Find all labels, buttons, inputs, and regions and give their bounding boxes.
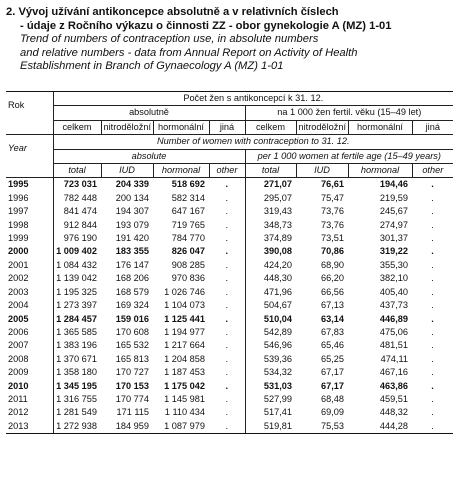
table-row — [6, 313, 453, 326]
row-year: 2006 — [8, 326, 29, 337]
cz-col-header: hormonální — [153, 120, 209, 134]
row-cell: 168 206 — [115, 273, 149, 284]
table-row — [6, 299, 453, 312]
cz-col-header: nitroděložní — [296, 120, 348, 134]
row-cell: . — [412, 420, 453, 434]
row-cell: 1 272 938 — [53, 420, 101, 434]
row-cell: 1 139 042 — [53, 272, 101, 285]
cz-col-header: jiná — [209, 120, 245, 134]
row-cell: . — [431, 393, 434, 404]
row-cell: 647 167 — [171, 206, 205, 217]
header-row-cols-cz — [6, 120, 453, 134]
row-cell: 75,47 — [321, 192, 344, 203]
row-cell: 841 474 — [53, 205, 101, 218]
row-cell: 1 104 073 — [164, 300, 205, 311]
row-cell: 168 579 — [115, 286, 149, 297]
row-cell: 73,76 — [321, 206, 344, 217]
row-cell: . — [225, 233, 229, 244]
row-cell: 437,73 — [379, 300, 408, 311]
row-cell: 463,86 — [379, 380, 408, 391]
row-cell: 390,08 — [245, 245, 296, 258]
row-cell: . — [225, 313, 229, 324]
table-row — [6, 205, 453, 218]
row-cell: . — [225, 393, 229, 404]
header-row-cols-en — [6, 164, 453, 178]
row-cell: 504,67 — [245, 299, 296, 312]
row-cell: 68,48 — [321, 393, 344, 404]
header-cz-absolute: absolutně — [53, 106, 245, 120]
table-row — [6, 272, 453, 285]
row-cell: 374,89 — [245, 232, 296, 245]
row-cell: . — [431, 326, 434, 337]
title-en-line2: and relative numbers - data from Annual Report on Activity of Health — [20, 46, 358, 59]
row-cell: 1 383 196 — [53, 339, 101, 352]
table-row — [6, 393, 453, 406]
table-row — [6, 286, 453, 299]
row-cell: 481,51 — [379, 340, 408, 351]
row-cell: . — [431, 353, 434, 364]
row-cell: 531,03 — [245, 380, 296, 393]
row-cell: . — [225, 246, 229, 257]
row-cell: . — [431, 219, 434, 230]
row-cell: . — [225, 286, 229, 297]
row-cell: . — [431, 259, 434, 270]
row-year: 2001 — [8, 259, 29, 270]
row-cell: 170 608 — [115, 326, 149, 337]
row-cell: 444,28 — [348, 420, 412, 434]
row-cell: 1 026 746 — [164, 286, 205, 297]
row-cell: . — [225, 273, 229, 284]
row-cell: 539,36 — [245, 353, 296, 366]
row-cell: . — [431, 192, 434, 203]
row-cell: 67,13 — [321, 300, 344, 311]
row-year: 2005 — [8, 313, 29, 324]
table-row — [6, 406, 453, 419]
row-cell: . — [431, 380, 434, 391]
row-year: 2000 — [8, 246, 29, 257]
header-cz-top: Počet žen s antikoncepcí k 31. 12. — [53, 92, 453, 106]
row-cell: . — [431, 340, 434, 351]
row-cell: 1 204 858 — [164, 353, 205, 364]
row-cell: . — [431, 206, 434, 217]
row-cell: 1 217 664 — [164, 340, 205, 351]
row-cell: 170 153 — [115, 380, 149, 391]
table-row — [6, 420, 453, 434]
row-cell: 1 365 585 — [53, 326, 101, 339]
header-row-en-top — [6, 135, 453, 149]
row-cell: 534,32 — [245, 366, 296, 379]
row-cell: . — [431, 407, 434, 418]
row-cell: 1 087 979 — [153, 420, 209, 434]
row-cell: 194 307 — [115, 206, 149, 217]
row-year: 2013 — [6, 420, 53, 434]
row-year: 2002 — [8, 273, 29, 284]
row-cell: 474,11 — [380, 353, 408, 364]
row-cell: 204 339 — [115, 179, 149, 190]
table-row — [6, 326, 453, 339]
row-cell: 348,73 — [245, 219, 296, 232]
en-col-header: IUD — [296, 164, 348, 178]
row-cell: 1 084 432 — [53, 259, 101, 272]
row-year: 2007 — [8, 340, 29, 351]
row-cell: 510,04 — [245, 313, 296, 326]
row-cell: . — [431, 179, 434, 190]
row-cell: 191 420 — [115, 233, 149, 244]
row-cell: 1 194 977 — [164, 326, 205, 337]
row-cell: 171 115 — [116, 407, 149, 418]
row-year: 1998 — [8, 219, 29, 230]
row-cell: 200 134 — [115, 192, 149, 203]
en-col-header: other — [209, 164, 245, 178]
en-col-header: hormonal — [348, 164, 412, 178]
row-cell: 517,41 — [245, 406, 296, 419]
row-cell: 1 284 457 — [53, 313, 101, 326]
table-row — [6, 380, 453, 393]
row-cell: 448,32 — [379, 407, 408, 418]
row-cell: 467,16 — [379, 367, 408, 378]
title-en-line1: Trend of numbers of contraception use, in absolute numbers — [20, 33, 319, 46]
header-row-group — [6, 106, 453, 120]
cz-col-header: nitroděložní — [101, 120, 153, 134]
row-year: 2008 — [8, 353, 29, 364]
table-row — [6, 366, 453, 379]
table-row — [6, 192, 453, 205]
table-row — [6, 219, 453, 232]
row-cell: 69,09 — [321, 407, 344, 418]
row-cell: 75,53 — [296, 420, 348, 434]
table-body — [6, 178, 453, 434]
row-year: 2011 — [8, 393, 28, 404]
row-cell: 382,10 — [379, 273, 408, 284]
row-cell: 184 959 — [101, 420, 153, 434]
en-col-header: IUD — [101, 164, 153, 178]
row-cell: 67,17 — [321, 380, 344, 391]
cz-col-header: jiná — [412, 120, 453, 134]
row-cell: 319,43 — [245, 205, 296, 218]
row-cell: 159 016 — [115, 313, 149, 324]
row-cell: . — [225, 259, 229, 270]
row-cell: 424,20 — [245, 259, 296, 272]
row-cell: . — [431, 286, 434, 297]
table-row — [6, 259, 453, 272]
row-cell: 295,07 — [245, 192, 296, 205]
row-cell: 73,51 — [321, 233, 344, 244]
row-year: 2004 — [8, 300, 29, 311]
cz-col-header: celkem — [53, 120, 101, 134]
row-cell: 1 281 549 — [53, 406, 101, 419]
row-cell: . — [431, 246, 434, 257]
row-cell: 1 125 441 — [164, 313, 205, 324]
table-row — [6, 339, 453, 352]
row-cell: . — [225, 353, 229, 364]
row-cell: . — [209, 420, 245, 434]
row-year: 2010 — [8, 380, 29, 391]
header-rok: Rok — [6, 92, 53, 135]
row-cell: 1 345 195 — [53, 380, 101, 393]
row-cell: . — [225, 300, 229, 311]
row-cell: 546,96 — [245, 339, 296, 352]
row-cell: 1 358 180 — [53, 366, 101, 379]
row-cell: . — [431, 300, 434, 311]
row-cell: 73,76 — [321, 219, 344, 230]
row-year: 2009 — [8, 367, 29, 378]
row-cell: . — [225, 179, 229, 190]
row-cell: 194,46 — [379, 179, 408, 190]
row-cell: . — [431, 273, 434, 284]
row-cell: 68,90 — [321, 259, 344, 270]
row-cell: 405,40 — [379, 286, 408, 297]
row-cell: 170 727 — [115, 367, 149, 378]
row-cell: 448,30 — [245, 272, 296, 285]
row-cell: 1 273 397 — [53, 299, 101, 312]
title-en-line3: Establishment in Branch of Gynaecology A (MZ) 1-01 — [20, 60, 284, 73]
row-cell: 1 175 042 — [164, 380, 205, 391]
row-cell: 459,51 — [379, 393, 408, 404]
row-cell: 527,99 — [245, 393, 296, 406]
en-col-header: other — [412, 164, 453, 178]
row-cell: 219,59 — [379, 192, 408, 203]
row-cell: 1 370 671 — [53, 353, 101, 366]
row-cell: 976 190 — [53, 232, 101, 245]
row-cell: 782 448 — [53, 192, 101, 205]
row-cell: 475,06 — [379, 326, 408, 337]
row-cell: 319,22 — [379, 246, 408, 257]
row-cell: 63,14 — [321, 313, 344, 324]
row-cell: 471,96 — [245, 286, 296, 299]
header-en-absolute: absolute — [53, 149, 245, 163]
row-cell: 970 836 — [171, 273, 205, 284]
row-cell: . — [431, 233, 434, 244]
row-cell: 65,46 — [321, 340, 344, 351]
title-cz-line1: 2. Vývoj užívání antikoncepce absolutně a v relativních číslech — [6, 6, 339, 18]
row-cell: 183 355 — [115, 246, 149, 257]
row-cell: 66,20 — [321, 273, 344, 284]
header-en-top: Number of women with contraception to 31. 12. — [53, 135, 453, 149]
en-col-header: total — [53, 164, 101, 178]
row-cell: 1 187 453 — [164, 367, 205, 378]
row-cell: 1 145 981 — [164, 393, 205, 404]
row-cell: 719 765 — [171, 219, 205, 230]
row-cell: 1 009 402 — [53, 245, 101, 258]
row-cell: 274,97 — [379, 219, 408, 230]
header-cz-relative: na 1 000 žen fertil. věku (15–49 let) — [245, 106, 453, 120]
row-cell: 519,81 — [245, 420, 296, 434]
en-col-header: hormonal — [153, 164, 209, 178]
row-cell: 65,25 — [321, 353, 344, 364]
row-cell: 176 147 — [115, 259, 149, 270]
cz-col-header: celkem — [245, 120, 296, 134]
row-cell: 518 692 — [171, 179, 205, 190]
row-cell: 169 324 — [115, 300, 149, 311]
row-cell: 76,61 — [321, 179, 344, 190]
row-cell: 542,89 — [245, 326, 296, 339]
table-row — [6, 232, 453, 245]
row-cell: 355,30 — [379, 259, 408, 270]
row-cell: . — [225, 380, 229, 391]
row-year: 1999 — [8, 233, 29, 244]
row-cell: . — [225, 367, 229, 378]
row-cell: 582 314 — [171, 192, 205, 203]
row-cell: . — [225, 407, 229, 418]
row-cell: . — [225, 326, 229, 337]
row-cell: 193 079 — [115, 219, 149, 230]
row-cell: 70,86 — [321, 246, 344, 257]
row-cell: 271,07 — [245, 178, 296, 192]
header-row-en-group — [6, 149, 453, 163]
row-cell: . — [225, 219, 229, 230]
row-cell: 67,17 — [321, 367, 344, 378]
row-cell: . — [431, 313, 434, 324]
row-cell: 301,37 — [379, 233, 408, 244]
row-cell: 826 047 — [171, 246, 205, 257]
title-cz-line2: - údaje z Ročního výkazu o činnosti ZZ - obor gynekologie A (MZ) 1-01 — [20, 19, 392, 32]
row-year: 2003 — [8, 286, 29, 297]
row-cell: 1 195 325 — [53, 286, 101, 299]
table-row — [6, 353, 453, 366]
row-year: 1997 — [8, 206, 29, 217]
table-title — [6, 6, 454, 74]
row-cell: . — [431, 367, 434, 378]
row-cell: 66,56 — [321, 286, 344, 297]
row-year: 1996 — [8, 192, 29, 203]
row-year: 2012 — [8, 407, 29, 418]
row-cell: 1 316 755 — [53, 393, 101, 406]
en-col-header: total — [245, 164, 296, 178]
row-year: 1995 — [8, 179, 29, 190]
cz-col-header: hormonální — [348, 120, 412, 134]
row-cell: 723 031 — [53, 178, 101, 192]
row-cell: 912 844 — [53, 219, 101, 232]
row-cell: . — [225, 192, 229, 203]
header-en-relative: per 1 000 women at fertile age (15–49 years) — [245, 149, 453, 163]
row-cell: 1 110 434 — [164, 407, 205, 418]
row-cell: 245,67 — [379, 206, 408, 217]
table-row — [6, 178, 453, 192]
row-cell: 165 532 — [115, 340, 149, 351]
row-cell: 908 285 — [171, 259, 205, 270]
contraception-table — [6, 91, 453, 434]
table-row — [6, 245, 453, 258]
row-cell: 170 774 — [115, 393, 149, 404]
header-year: Year — [8, 143, 27, 154]
row-cell: 67,83 — [321, 326, 344, 337]
row-cell: . — [225, 340, 229, 351]
row-cell: 165 813 — [115, 353, 149, 364]
row-cell: 446,89 — [379, 313, 408, 324]
header-row-top — [6, 92, 453, 106]
row-cell: 784 770 — [171, 233, 205, 244]
row-cell: . — [225, 206, 229, 217]
